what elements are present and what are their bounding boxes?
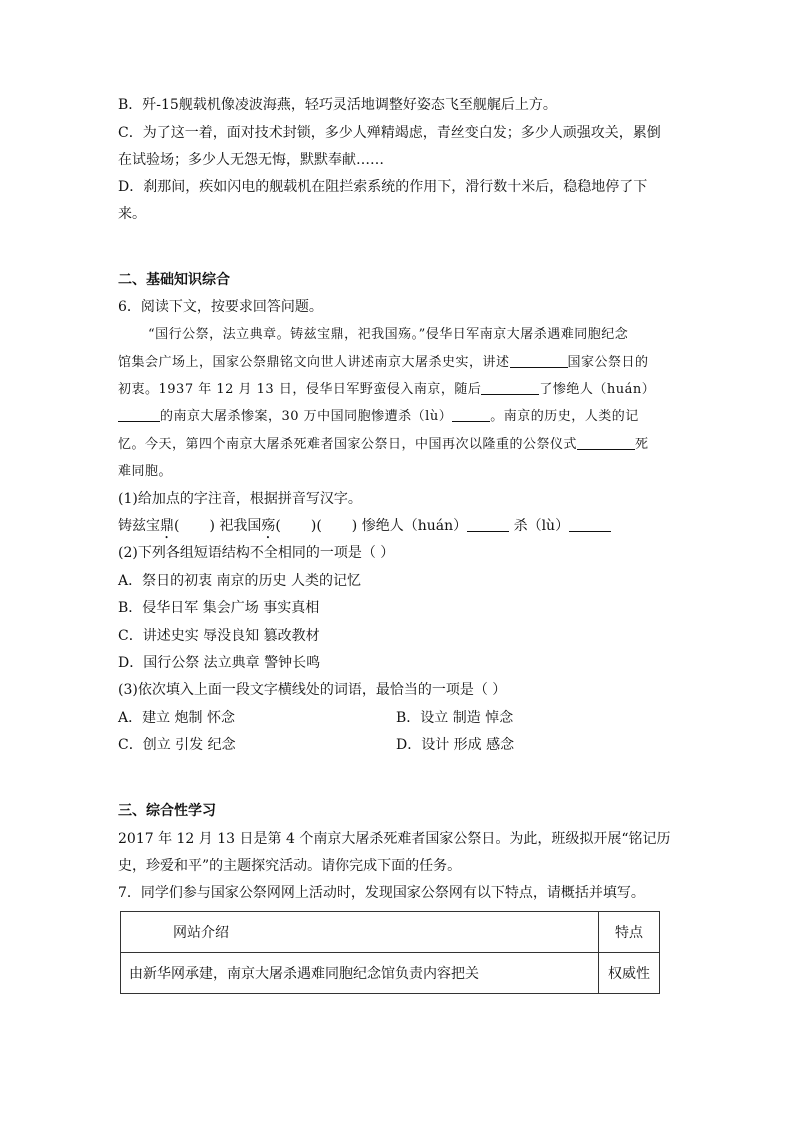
dotted-char: 殇 bbox=[261, 518, 276, 534]
dotted-char: 鼎 bbox=[160, 518, 174, 534]
sub3-option-b: B．设立 制造 悼念 bbox=[396, 710, 514, 726]
passage-text: 国家公祭日的 bbox=[567, 355, 649, 370]
paren-close: ) bbox=[209, 518, 215, 534]
q5-option-b: B．歼-15舰载机像凌波海燕，轻巧灵活地调整好姿态飞至舰艉后上方。 bbox=[118, 97, 557, 113]
sub3-option-d: D．设计 形成 感念 bbox=[396, 737, 515, 753]
passage-text: 馆集会广场上，国家公祭鼎铭文向世人讲述南京大屠杀史实，讲述 bbox=[118, 355, 510, 370]
paren-close: ) bbox=[310, 518, 317, 534]
passage-line-1: “国行公祭，法立典章。铸兹宝鼎，祀我国殇。”侵华日军南京大屠杀遇难同胞纪念 bbox=[148, 327, 629, 342]
passage-line-3 bbox=[118, 380, 655, 400]
section-3-intro-line2: 史，珍爱和平”的主题探究活动。请你完成下面的任务。 bbox=[118, 858, 462, 874]
table-row bbox=[121, 953, 660, 994]
q5-option-c-line1: C．为了这一着，面对技术封锁，多少人殚精竭虑，青丝变白发；多少人顽强攻关，累倒 bbox=[118, 125, 661, 141]
table-cell-feature: 权威性 bbox=[599, 953, 660, 994]
passage-text: 的南京大屠杀惨案，30 万中国同胞惨遭杀（lù） bbox=[160, 409, 453, 424]
passage-text: 了惨绝人（huán） bbox=[539, 382, 656, 397]
passage-text: 死 bbox=[635, 437, 649, 452]
table-header-intro: 网站介绍 bbox=[121, 912, 599, 953]
passage-line-2 bbox=[118, 353, 649, 373]
q5-option-c-line2: 在试验场；多少人无怨无悔，默默奉献…… bbox=[118, 152, 384, 168]
sub2-option-b: B．侵华日军 集会广场 事实真相 bbox=[118, 600, 320, 616]
answer-blank[interactable] bbox=[467, 517, 509, 532]
answer-blank[interactable] bbox=[510, 353, 568, 368]
answer-blank[interactable] bbox=[577, 435, 635, 450]
passage-text: 。南京的历史，人类的记 bbox=[490, 409, 639, 424]
passage-line-4 bbox=[118, 407, 639, 427]
paren-close: ) bbox=[351, 518, 358, 534]
website-features-table bbox=[120, 911, 660, 994]
sub-question-1-line bbox=[118, 516, 611, 542]
passage-line-6: 难同胞。 bbox=[118, 464, 173, 479]
sub-question-2: (2)下列各组短语结构不全相同的一项是（ ） bbox=[118, 545, 395, 561]
table-cell-intro: 由新华网承建，南京大屠杀遇难同胞纪念馆负责内容把关 bbox=[121, 953, 599, 994]
passage-text: 忆。今天，第四个南京大屠杀死难者国家公祭日，中国再次以隆重的公祭仪式 bbox=[118, 437, 578, 452]
sub2-option-c: C．讲述史实 辱没良知 篡改教材 bbox=[118, 628, 320, 644]
q6-stem: 6．阅读下文，按要求回答问题。 bbox=[118, 299, 323, 315]
q5-option-d-line1: D．刹那间，疾如闪电的舰载机在阻拦索系统的作用下，滑行数十米后，稳稳地停了下 bbox=[118, 179, 648, 195]
sub-question-3: (3)依次填入上面一段文字横线处的词语，最恰当的一项是（ ） bbox=[118, 682, 507, 698]
sub3-option-a: A．建立 炮制 怀念 bbox=[118, 710, 236, 726]
sub-question-1: (1)给加点的字注音，根据拼音写汉字。 bbox=[118, 491, 362, 507]
word-text: 杀（lù） bbox=[513, 518, 570, 534]
section-3-intro-line1: 2017 年 12 月 13 日是第 4 个南京大屠杀死难者国家公祭日。为此，班级拟开展“铭记历 bbox=[118, 831, 671, 847]
q7-stem: 7．同学们参与国家公祭网网上活动时，发现国家公祭网有以下特点，请概括并填写。 bbox=[118, 885, 645, 901]
answer-blank[interactable] bbox=[569, 517, 611, 532]
paren-open: ( bbox=[316, 518, 322, 534]
sub3-options-row-1 bbox=[118, 708, 235, 728]
table-header-row bbox=[121, 912, 660, 953]
answer-blank[interactable] bbox=[481, 380, 539, 395]
word-text: 祀我国 bbox=[219, 518, 262, 534]
word-text: 惨绝人（huán） bbox=[361, 518, 468, 534]
table-header-feature: 特点 bbox=[599, 912, 660, 953]
passage-line-5 bbox=[118, 435, 649, 455]
answer-blank[interactable] bbox=[452, 407, 490, 422]
answer-blank[interactable] bbox=[118, 407, 160, 422]
sub2-option-a: A．祭日的初衷 南京的历史 人类的记忆 bbox=[118, 573, 362, 589]
q5-option-d-line2: 来。 bbox=[118, 206, 146, 222]
passage-text: 初衷。1937 年 12 月 13 日，侵华日军野蛮侵入南京，随后 bbox=[118, 382, 482, 397]
paren-open: ( bbox=[275, 518, 281, 534]
section-3-title: 三、综合性学习 bbox=[118, 803, 216, 819]
sub3-option-c: C．创立 引发 纪念 bbox=[118, 737, 236, 753]
paren-open: ( bbox=[174, 518, 180, 534]
word-text: 铸兹宝 bbox=[118, 518, 160, 534]
sub2-option-d: D．国行公祭 法立典章 警钟长鸣 bbox=[118, 655, 321, 671]
section-2-title: 二、基础知识综合 bbox=[118, 272, 230, 288]
